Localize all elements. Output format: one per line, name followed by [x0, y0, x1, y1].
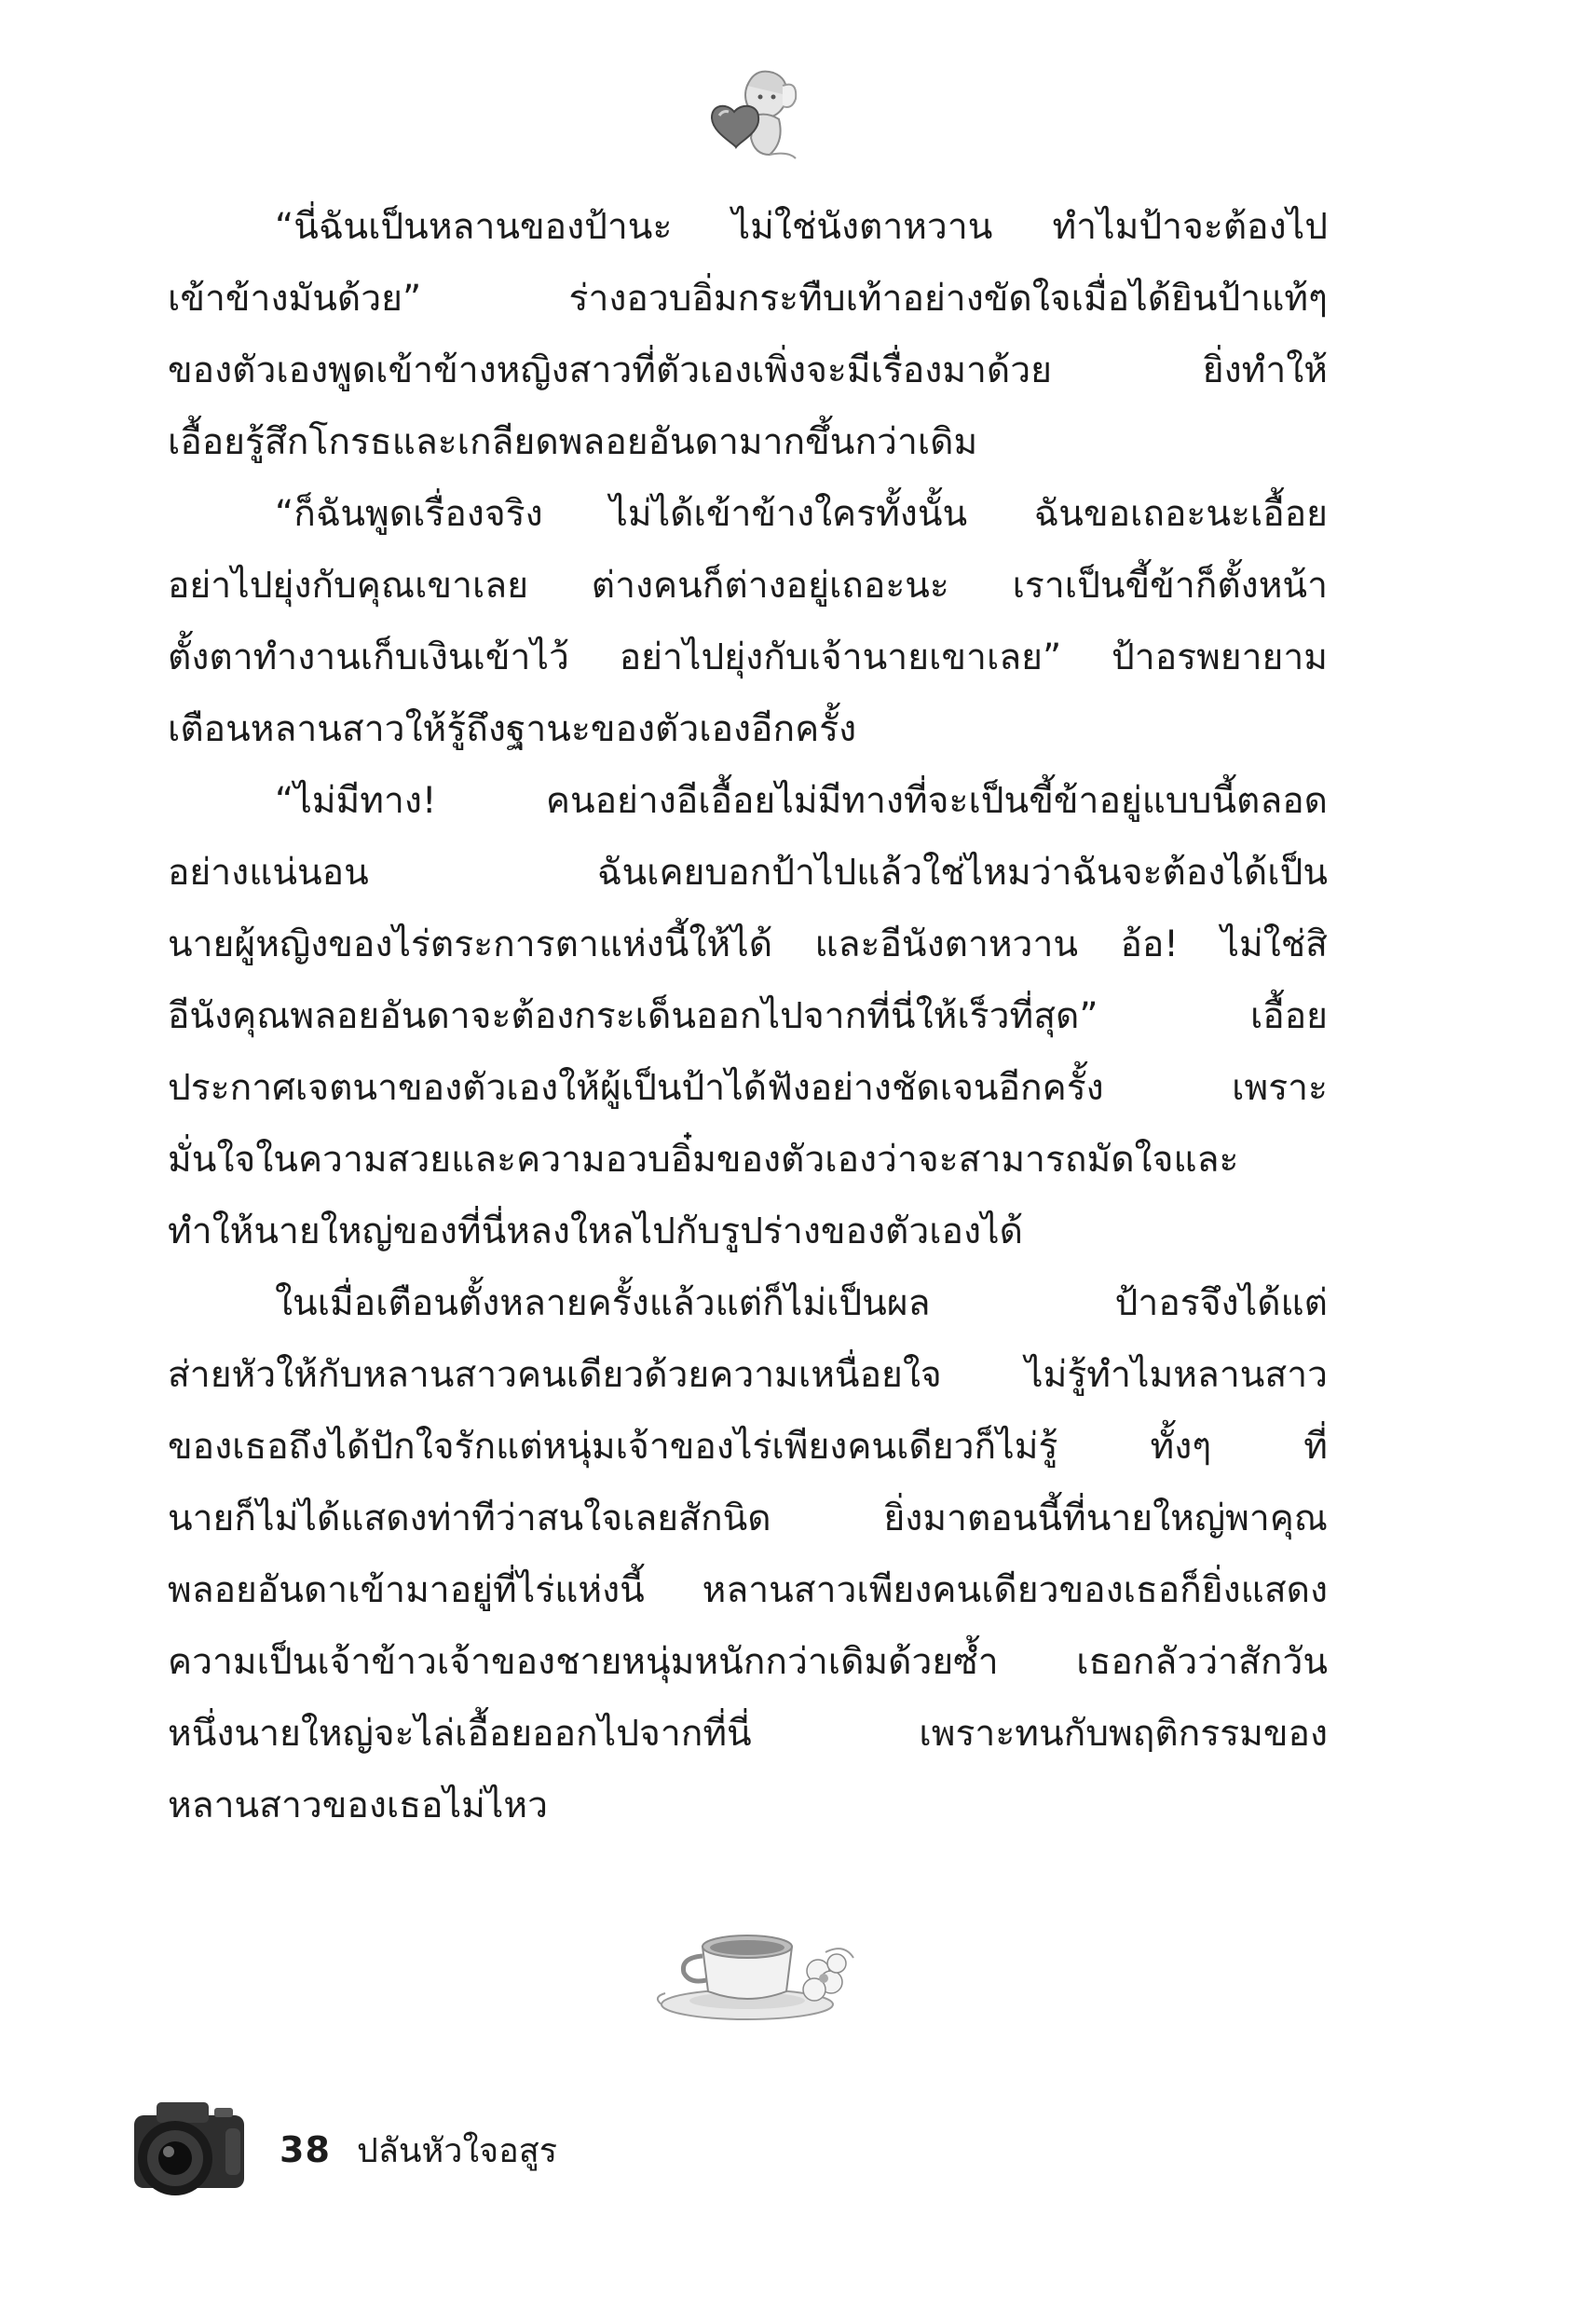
- cherub-heart-ornament-icon: [699, 58, 801, 165]
- book-title: ปลันหัวใจอสูร: [357, 2132, 558, 2170]
- text-line: เตือนหลานสาวให้รู้ถึงฐานะของตัวเองอีกครั้ง: [168, 708, 857, 750]
- text-line: “ไม่มีทาง! คนอย่างอีเอื้อยไม่มีทางที่จะเป็นขี้ข้าอยู่แบบนี้ตลอด: [275, 780, 1328, 822]
- page-number: 38: [280, 2129, 331, 2170]
- text-line: นายก็ไม่ได้แสดงท่าทีว่าสนใจเลยสักนิด ยิ่งมาตอนนี้ที่นายใหญ่พาคุณ: [168, 1497, 1328, 1539]
- text-line: อีนังคุณพลอยอันดาจะต้องกระเด็นออกไปจากที่นี่ให้เร็วที่สุด” เอื้อย: [168, 995, 1328, 1037]
- text-line: “นี่ฉันเป็นหลานของป้านะ ไม่ใช่นังตาหวาน ทำไมป้าจะต้องไป: [275, 206, 1328, 248]
- text-line: “ก็ฉันพูดเรื่องจริง ไม่ได้เข้าข้างใครทั้งนั้น ฉันขอเถอะนะเอื้อย: [275, 493, 1328, 535]
- text-line: ทำให้นายใหญ่ของที่นี่หลงใหลไปกับรูปร่างของตัวเองได้: [168, 1210, 1023, 1252]
- text-line: ความเป็นเจ้าข้าวเจ้าของชายหนุ่มหนักกว่าเดิมด้วยซ้ำ เธอกลัวว่าสักวัน: [168, 1641, 1328, 1683]
- text-line: ในเมื่อเตือนตั้งหลายครั้งแล้วแต่ก็ไม่เป็นผล ป้าอรจึงได้แต่: [275, 1282, 1328, 1324]
- camera-icon: [121, 2087, 261, 2204]
- text-line: เอื้อยรู้สึกโกรธและเกลียดพลอยอันดามากขึ้นกว่าเดิม: [168, 421, 978, 463]
- text-line: อย่างแน่นอน ฉันเคยบอกป้าไปแล้วใช่ไหมว่าฉันจะต้องได้เป็น: [168, 852, 1328, 894]
- teacup-ornament-icon: [643, 1915, 866, 2027]
- text-line: ประกาศเจตนาของตัวเองให้ผู้เป็นป้าได้ฟังอย่างชัดเจนอีกครั้ง เพราะ: [168, 1067, 1328, 1109]
- text-line: นายผู้หญิงของไร่ตระการตาแห่งนี้ให้ได้ และอีนังตาหวาน อ้อ! ไม่ใช่สิ: [168, 923, 1328, 965]
- text-line: อย่าไปยุ่งกับคุณเขาเลย ต่างคนก็ต่างอยู่เถอะนะ เราเป็นขี้ข้าก็ตั้งหน้า: [168, 565, 1328, 607]
- text-line: เข้าข้างมันด้วย” ร่างอวบอิ่มกระทืบเท้าอย่างขัดใจเมื่อได้ยินป้าแท้ๆ: [168, 278, 1328, 320]
- text-line: ส่ายหัวให้กับหลานสาวคนเดียวด้วยความเหนื่อยใจ ไม่รู้ทำไมหลานสาว: [168, 1354, 1328, 1396]
- text-line: หลานสาวของเธอไม่ไหว: [168, 1785, 548, 1826]
- text-line: ของเธอถึงได้ปักใจรักแต่หนุ่มเจ้าของไร่เพียงคนเดียวก็ไม่รู้ ทั้งๆ ที่: [168, 1426, 1328, 1468]
- text-line: พลอยอันดาเข้ามาอยู่ที่ไร่แห่งนี้ หลานสาวเพียงคนเดียวของเธอก็ยิ่งแสดง: [168, 1569, 1328, 1611]
- text-line: ตั้งตาทำงานเก็บเงินเข้าไว้ อย่าไปยุ่งกับเจ้านายเขาเลย” ป้าอรพยายาม: [168, 636, 1328, 678]
- story-text: [168, 191, 1328, 1841]
- text-line: มั่นใจในความสวยและความอวบอิ๋มของตัวเองว่าจะสามารถมัดใจและ: [168, 1139, 1239, 1181]
- text-line: ของตัวเองพูดเข้าข้างหญิงสาวที่ตัวเองเพิ่งจะมีเรื่องมาด้วย ยิ่งทำให้: [168, 349, 1328, 391]
- text-line: หนึ่งนายใหญ่จะไล่เอื้อยออกไปจากที่นี่ เพราะทนกับพฤติกรรมของ: [168, 1713, 1328, 1755]
